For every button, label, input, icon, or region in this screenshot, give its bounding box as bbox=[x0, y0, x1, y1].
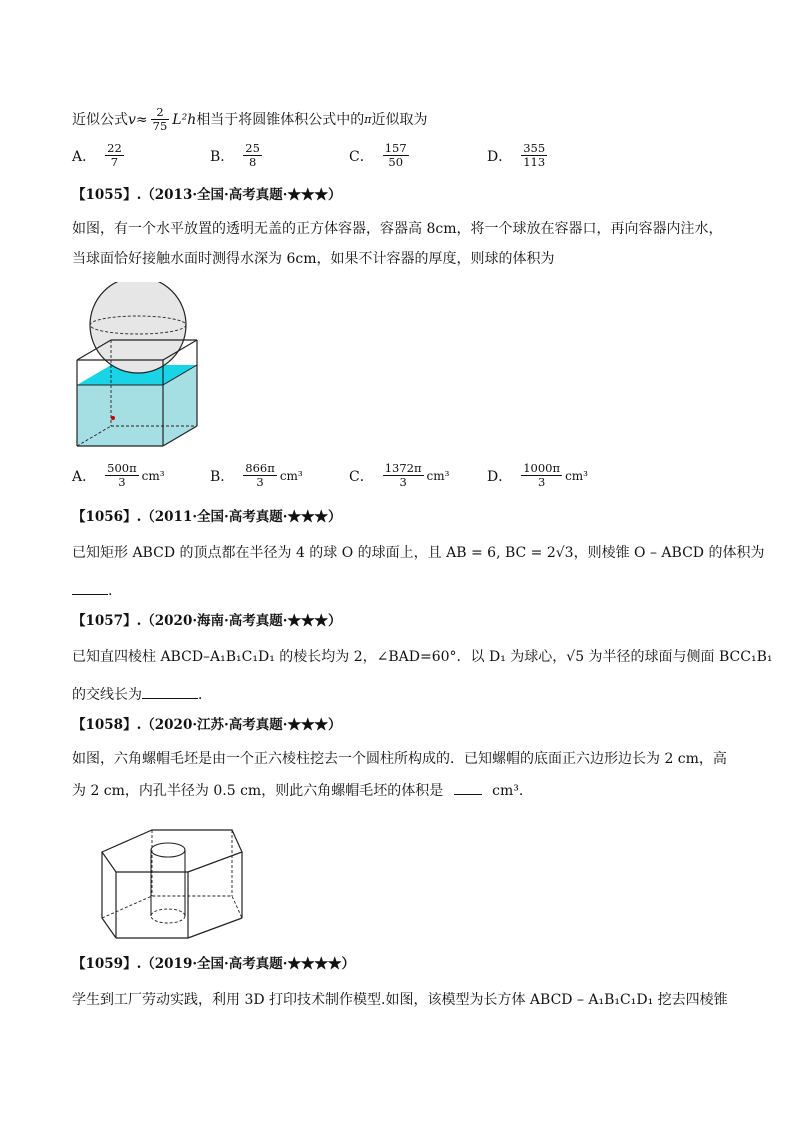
q1055-option-d: D． $\frac{1000\pi}{3}$ cm³ bbox=[487, 461, 588, 490]
question-text-1058-line2: 为 2 cm，内孔半径为 0.5 cm，则此六角螺帽毛坯的体积是 cm³. bbox=[72, 783, 524, 799]
question-text-1058-line1: 如图，六角螺帽毛坯是由一个正六棱柱挖去一个圆柱所构成的．已知螺帽的底面正六边形边长为 2 cm，高 bbox=[72, 751, 727, 767]
q1055-option-a: A． $\frac{500\pi}{3}$ cm³ bbox=[72, 461, 165, 490]
q1055-option-c: C． $\frac{1372\pi}{3}$ cm³ bbox=[349, 461, 450, 490]
question-text-1055-line2: 当球面恰好接触水面时测得水深为 6cm，如果不计容器的厚度，则球的体积为 bbox=[72, 251, 555, 267]
q1055-option-b: B． $\frac{866\pi}{3}$ cm³ bbox=[210, 461, 303, 490]
prev-option-d: D． $\frac{355}{113}$ bbox=[487, 141, 546, 170]
question-text-1057-line2: 的交线长为 ． bbox=[72, 687, 212, 703]
question-header-1057: 【1057】.（2020·海南·高考真题·★★★） bbox=[72, 613, 342, 629]
water-front-face bbox=[77, 385, 163, 446]
coefficient-fraction: $\frac{2}{75}$ bbox=[152, 105, 168, 134]
prev-option-b: B． $\frac{25}{8}$ bbox=[210, 141, 260, 170]
question-text-1055-line1: 如图，有一个水平放置的透明无盖的正方体容器，容器高 8cm，将一个球放在容器口，再向容器内注水， bbox=[72, 221, 723, 237]
question-text-1059-line1: 学生到工厂劳动实践，利用 3D 打印技术制作模型.如图，该模型为长方体 ABCD – A₁B₁C₁D₁ 挖去四棱锥 bbox=[72, 992, 728, 1008]
question-text-1057-line1: 已知直四棱柱 ABCD–A₁B₁C₁D₁ 的棱长均为 2，∠BAD=60°．以 D₁ 为球心，√5 为半径的球面与侧面 BCC₁B₁ bbox=[72, 649, 773, 665]
question-text-1056-line1: 已知矩形 ABCD 的顶点都在半径为 4 的球 O 的球面上，且 AB = 6, BC = 2√3，则棱锥 O – ABCD 的体积为 bbox=[72, 545, 765, 561]
prev-option-a: A． $\frac{22}{7}$ bbox=[72, 141, 122, 170]
sphere bbox=[90, 282, 186, 373]
question-header-1058: 【1058】.（2020·江苏·高考真题·★★★） bbox=[72, 717, 342, 733]
answer-blank-1056: . bbox=[72, 582, 112, 598]
question-header-1059: 【1059】.（2019·全国·高考真题·★★★★） bbox=[72, 956, 355, 972]
hex-nut-figure bbox=[92, 822, 252, 942]
question-header-1055: 【1055】.（2013·全国·高考真题·★★★） bbox=[72, 187, 342, 203]
formula-line: 近似公式 v ≈ $\frac{2}{75}$ L²h 相当于将圆锥体积公式中的 π 近似取为 bbox=[72, 105, 428, 134]
prev-option-c: C． $\frac{157}{50}$ bbox=[349, 141, 407, 170]
question-header-1056: 【1056】.（2011·全国·高考真题·★★★） bbox=[72, 509, 342, 525]
cube-sphere-figure bbox=[70, 282, 205, 452]
